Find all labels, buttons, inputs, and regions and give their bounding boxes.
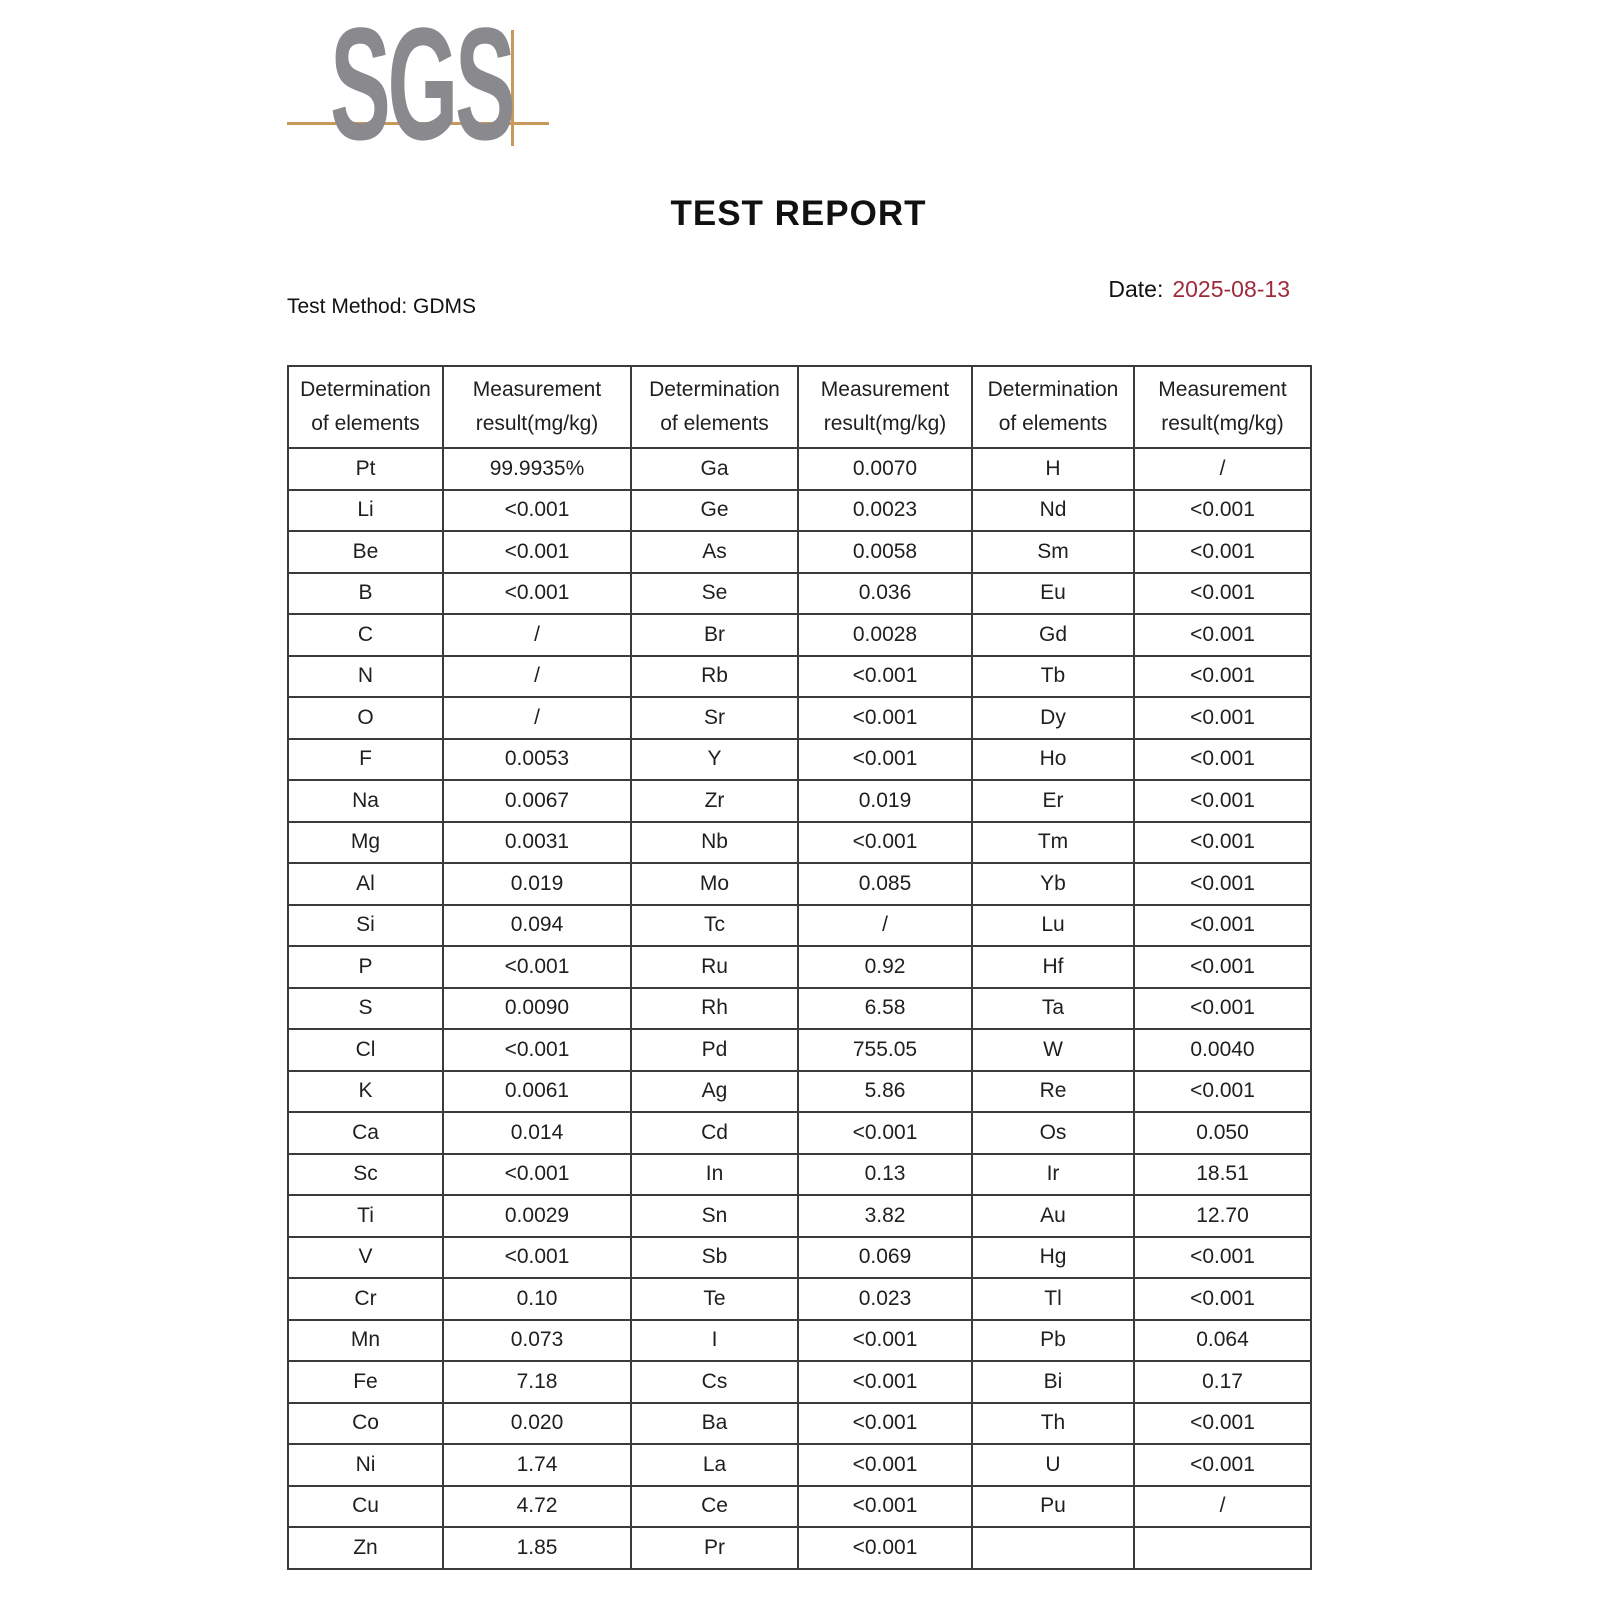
element-cell: Te [631,1278,798,1320]
element-cell [972,1527,1134,1569]
table-row [288,1527,1311,1569]
value-cell: <0.001 [1134,739,1311,781]
value-cell: <0.001 [1134,1444,1311,1486]
table-row [288,905,1311,947]
table-row [288,1195,1311,1237]
value-cell: 0.0067 [443,780,631,822]
value-cell: <0.001 [1134,780,1311,822]
value-cell: <0.001 [443,1154,631,1196]
value-cell: 4.72 [443,1486,631,1528]
table-row [288,988,1311,1030]
header-line: Measurement [472,378,602,401]
table-row [288,1278,1311,1320]
value-cell: 0.0053 [443,739,631,781]
value-cell: 0.094 [443,905,631,947]
results-table-head [288,366,1311,448]
element-cell: As [631,531,798,573]
value-cell: <0.001 [798,656,972,698]
element-cell: Sc [288,1154,443,1196]
value-cell: <0.001 [798,1361,972,1403]
element-cell: Rh [631,988,798,1030]
element-cell: I [631,1320,798,1362]
element-cell: Bi [972,1361,1134,1403]
element-cell: Sr [631,697,798,739]
value-cell: <0.001 [1134,905,1311,947]
element-cell: Pd [631,1029,798,1071]
table-row [288,1154,1311,1196]
value-cell: <0.001 [1134,697,1311,739]
element-cell: Sb [631,1237,798,1279]
table-row [288,1361,1311,1403]
element-cell: Co [288,1403,443,1445]
value-cell: <0.001 [798,1112,972,1154]
header-cell-determination-3 [972,366,1134,448]
table-row [288,1071,1311,1113]
table-row [288,863,1311,905]
value-cell: / [1134,448,1311,490]
element-cell: Pt [288,448,443,490]
element-cell: Eu [972,573,1134,615]
value-cell: <0.001 [1134,531,1311,573]
value-cell: 0.0070 [798,448,972,490]
value-cell: 0.0058 [798,531,972,573]
test-method-label: Test Method: GDMS [287,295,477,318]
element-cell: Pb [972,1320,1134,1362]
value-cell: / [798,905,972,947]
element-cell: Ga [631,448,798,490]
header-line: result(mg/kg) [823,412,947,435]
element-cell: U [972,1444,1134,1486]
value-cell: 0.014 [443,1112,631,1154]
element-cell: Nd [972,490,1134,532]
element-cell: Br [631,614,798,656]
table-header-row [288,366,1311,448]
element-cell: Tm [972,822,1134,864]
element-cell: Y [631,739,798,781]
element-cell: Zr [631,780,798,822]
element-cell: Tl [972,1278,1134,1320]
element-cell: Nb [631,822,798,864]
element-cell: Cs [631,1361,798,1403]
element-cell: Hf [972,946,1134,988]
table-row [288,531,1311,573]
element-cell: Mn [288,1320,443,1362]
table-row [288,448,1311,490]
value-cell: <0.001 [798,1486,972,1528]
header-cell-determination-2 [631,366,798,448]
element-cell: B [288,573,443,615]
value-cell: 755.05 [798,1029,972,1071]
value-cell: 0.0061 [443,1071,631,1113]
table-row [288,697,1311,739]
element-cell: Al [288,863,443,905]
table-row [288,822,1311,864]
value-cell: 3.82 [798,1195,972,1237]
value-cell: 0.073 [443,1320,631,1362]
header-line: Determination [987,378,1119,401]
value-cell: <0.001 [1134,1071,1311,1113]
element-cell: Tc [631,905,798,947]
element-cell: Hg [972,1237,1134,1279]
value-cell: <0.001 [443,490,631,532]
element-cell: Sm [972,531,1134,573]
value-cell: <0.001 [1134,1403,1311,1445]
element-cell: Si [288,905,443,947]
element-cell: Cr [288,1278,443,1320]
table-row [288,780,1311,822]
value-cell: 99.9935% [443,448,631,490]
table-row [288,1486,1311,1528]
value-cell: <0.001 [798,1444,972,1486]
element-cell: N [288,656,443,698]
element-cell: Ru [631,946,798,988]
value-cell: <0.001 [443,946,631,988]
element-cell: Mg [288,822,443,864]
value-cell: 0.019 [443,863,631,905]
element-cell: Ce [631,1486,798,1528]
value-cell: 5.86 [798,1071,972,1113]
value-cell: 1.74 [443,1444,631,1486]
results-table [287,365,1312,1570]
value-cell: <0.001 [798,822,972,864]
table-row [288,1320,1311,1362]
value-cell: <0.001 [1134,1278,1311,1320]
element-cell: Ho [972,739,1134,781]
element-cell: F [288,739,443,781]
value-cell: 0.036 [798,573,972,615]
value-cell: 0.0023 [798,490,972,532]
table-row [288,739,1311,781]
value-cell: 0.13 [798,1154,972,1196]
element-cell: K [288,1071,443,1113]
value-cell: 0.0090 [443,988,631,1030]
value-cell: 0.10 [443,1278,631,1320]
value-cell: <0.001 [1134,988,1311,1030]
value-cell: 0.085 [798,863,972,905]
element-cell: S [288,988,443,1030]
header-line: result(mg/kg) [1161,412,1284,435]
element-cell: Os [972,1112,1134,1154]
table-row [288,656,1311,698]
sgs-logo-text: SGS [330,0,513,173]
value-cell: 18.51 [1134,1154,1311,1196]
header-line: Determination [300,378,431,401]
value-cell: <0.001 [798,1527,972,1569]
header-cell-measurement-1 [443,366,631,448]
header-line: result(mg/kg) [475,412,599,435]
value-cell: 0.0040 [1134,1029,1311,1071]
element-cell: Ge [631,490,798,532]
element-cell: Ir [972,1154,1134,1196]
value-cell: 6.58 [798,988,972,1030]
value-cell: / [443,656,631,698]
value-cell: <0.001 [1134,573,1311,615]
element-cell: Cd [631,1112,798,1154]
results-table-body [288,448,1311,1569]
element-cell: Na [288,780,443,822]
value-cell: 0.023 [798,1278,972,1320]
value-cell: <0.001 [798,1403,972,1445]
element-cell: Tb [972,656,1134,698]
value-cell: 0.069 [798,1237,972,1279]
header-line: of elements [998,412,1108,435]
value-cell: 0.020 [443,1403,631,1445]
element-cell: Zn [288,1527,443,1569]
value-cell: <0.001 [798,739,972,781]
value-cell: <0.001 [443,573,631,615]
element-cell: Cu [288,1486,443,1528]
report-title: TEST REPORT [670,194,927,233]
header-line: Determination [649,378,780,401]
header-line: of elements [311,412,420,435]
element-cell: Re [972,1071,1134,1113]
table-row [288,1029,1311,1071]
header-cell-measurement-2 [798,366,972,448]
value-cell: <0.001 [1134,1237,1311,1279]
header-line: Measurement [820,378,950,401]
element-cell: O [288,697,443,739]
element-cell: Li [288,490,443,532]
value-cell: 0.050 [1134,1112,1311,1154]
element-cell: Pu [972,1486,1134,1528]
element-cell: Mo [631,863,798,905]
value-cell: <0.001 [1134,863,1311,905]
element-cell: Se [631,573,798,615]
value-cell [1134,1527,1311,1569]
element-cell: Lu [972,905,1134,947]
element-cell: La [631,1444,798,1486]
table-row [288,1403,1311,1445]
date-value: 2025-08-13 [1172,276,1290,302]
element-cell: P [288,946,443,988]
value-cell: 0.0028 [798,614,972,656]
table-row [288,1237,1311,1279]
value-cell: 0.0029 [443,1195,631,1237]
value-cell: <0.001 [1134,490,1311,532]
value-cell: / [443,614,631,656]
value-cell: <0.001 [798,1320,972,1362]
value-cell: <0.001 [443,1237,631,1279]
element-cell: Sn [631,1195,798,1237]
element-cell: Ta [972,988,1134,1030]
element-cell: Yb [972,863,1134,905]
table-row [288,614,1311,656]
value-cell: 0.92 [798,946,972,988]
value-cell: 0.0031 [443,822,631,864]
element-cell: Ba [631,1403,798,1445]
value-cell: <0.001 [443,531,631,573]
element-cell: Au [972,1195,1134,1237]
date-label: Date: [1108,276,1164,302]
element-cell: Ti [288,1195,443,1237]
element-cell: W [972,1029,1134,1071]
header-cell-measurement-3 [1134,366,1311,448]
element-cell: Cl [288,1029,443,1071]
value-cell: <0.001 [1134,656,1311,698]
element-cell: H [972,448,1134,490]
element-cell: C [288,614,443,656]
element-cell: Pr [631,1527,798,1569]
value-cell: / [443,697,631,739]
element-cell: Gd [972,614,1134,656]
value-cell: <0.001 [1134,614,1311,656]
value-cell: 0.17 [1134,1361,1311,1403]
table-row [288,573,1311,615]
element-cell: V [288,1237,443,1279]
element-cell: Fe [288,1361,443,1403]
element-cell: Dy [972,697,1134,739]
header-cell-determination-1 [288,366,443,448]
value-cell: <0.001 [1134,946,1311,988]
value-cell: 0.064 [1134,1320,1311,1362]
header-line: Measurement [1158,378,1287,401]
table-row [288,1444,1311,1486]
table-row [288,946,1311,988]
element-cell: Ca [288,1112,443,1154]
element-cell: Ni [288,1444,443,1486]
value-cell: <0.001 [443,1029,631,1071]
element-cell: Ag [631,1071,798,1113]
value-cell: / [1134,1486,1311,1528]
value-cell: 12.70 [1134,1195,1311,1237]
table-row [288,1112,1311,1154]
value-cell: <0.001 [798,697,972,739]
header-line: of elements [660,412,769,435]
value-cell: <0.001 [1134,822,1311,864]
element-cell: In [631,1154,798,1196]
value-cell: 1.85 [443,1527,631,1569]
table-row [288,490,1311,532]
element-cell: Be [288,531,443,573]
element-cell: Er [972,780,1134,822]
element-cell: Th [972,1403,1134,1445]
value-cell: 0.019 [798,780,972,822]
element-cell: Rb [631,656,798,698]
report-date [790,276,1290,303]
value-cell: 7.18 [443,1361,631,1403]
